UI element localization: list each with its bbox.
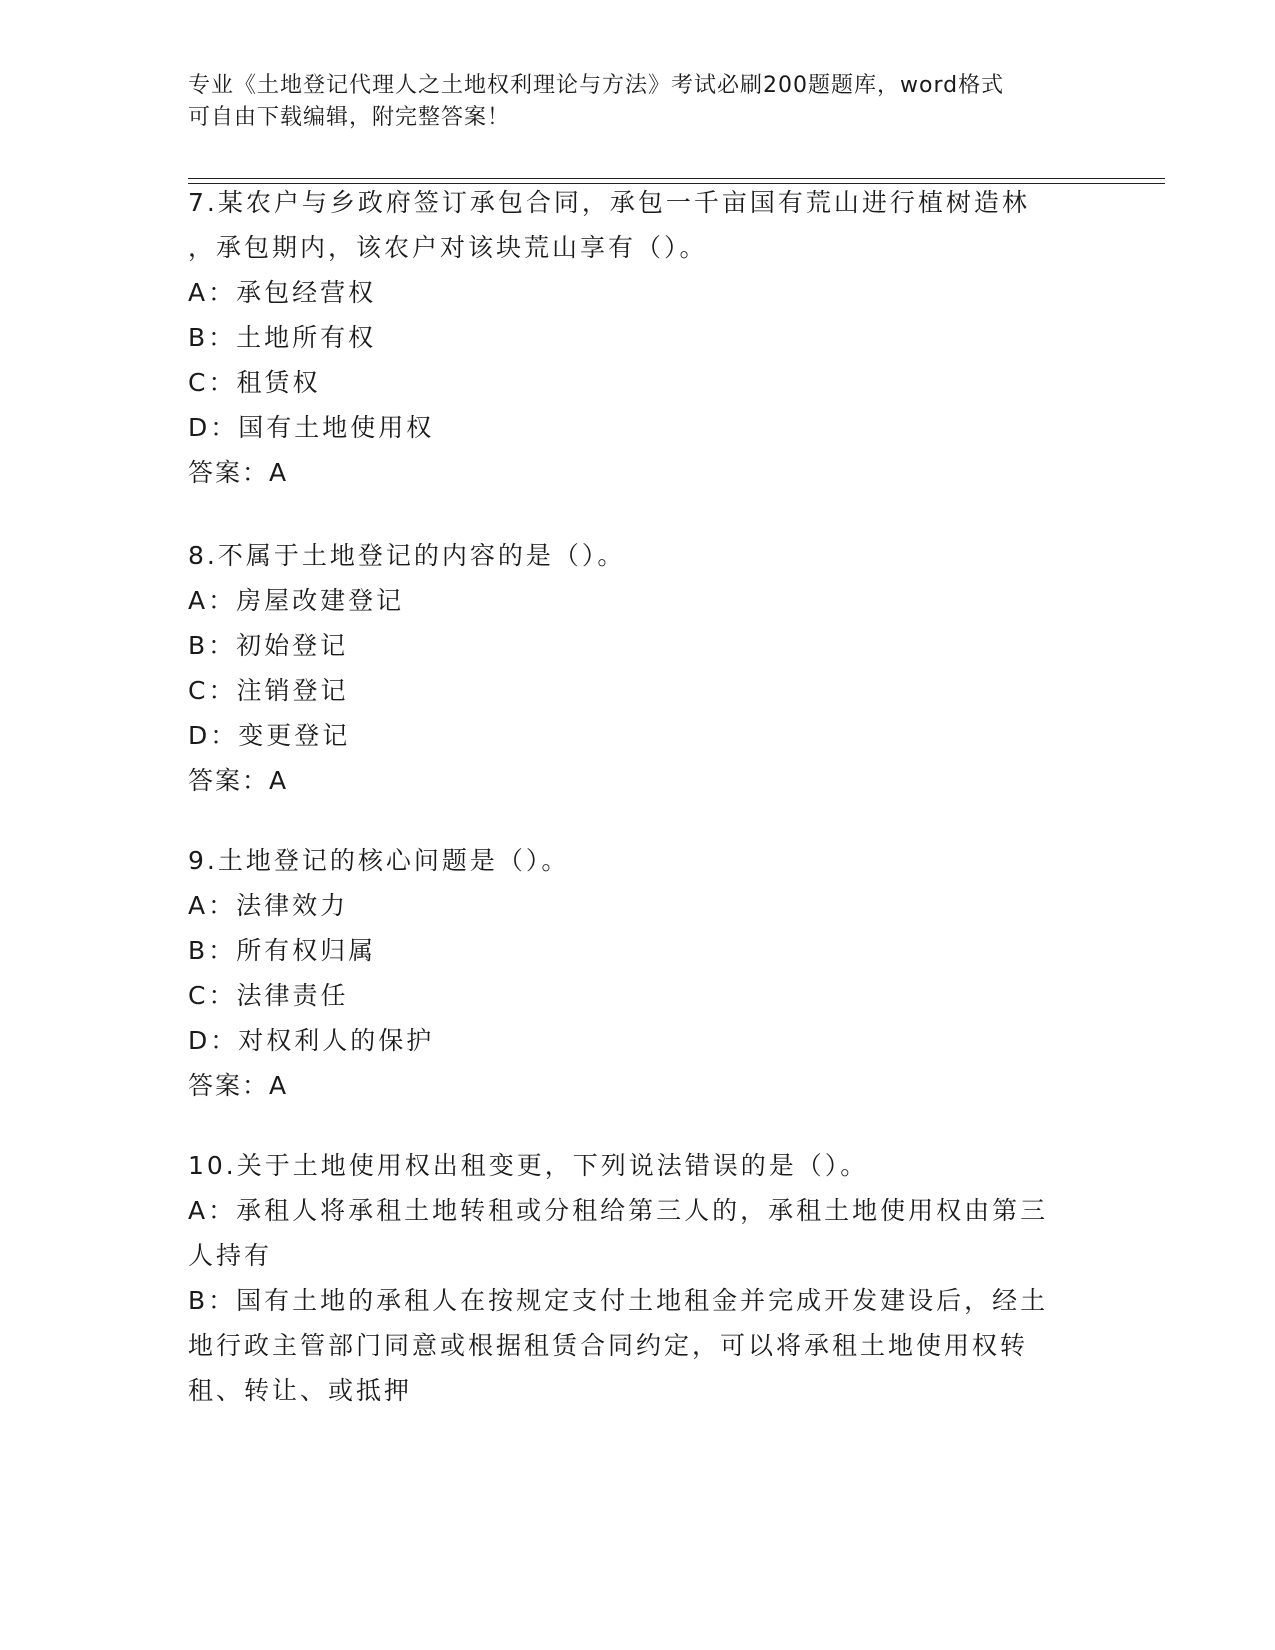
option-d: D：国有土地使用权 <box>188 413 435 442</box>
option-b: B：所有权归属 <box>188 936 377 965</box>
question-9 <box>188 838 1088 1108</box>
option-c: C：注销登记 <box>188 676 349 705</box>
option-a: A：房屋改建登记 <box>188 586 405 615</box>
option-b-continued: 租、转让、或抵押 <box>188 1376 413 1405</box>
question-stem-line: 8.不属于土地登记的内容的是（）。 <box>188 541 626 570</box>
header-line-2: 可自由下载编辑，附完整答案！ <box>188 105 511 130</box>
option-b: B：土地所有权 <box>188 323 377 352</box>
option-d: D：变更登记 <box>188 721 351 750</box>
header-divider-top <box>188 178 1165 179</box>
question-stem-line: 10.关于土地使用权出租变更，下列说法错误的是（）。 <box>188 1151 869 1180</box>
question-stem-line: 9.土地登记的核心问题是（）。 <box>188 846 570 875</box>
question-stem-line: ，承包期内，该农户对该块荒山享有（）。 <box>188 233 708 262</box>
option-c: C：法律责任 <box>188 981 349 1010</box>
option-b: B：国有土地的承租人在按规定支付土地租金并完成开发建设后，经土 <box>188 1286 1049 1315</box>
option-a: A：承包经营权 <box>188 278 377 307</box>
option-a: A：法律效力 <box>188 891 349 920</box>
answer-line: 答案：A <box>188 458 289 487</box>
question-stem-line: 7.某农户与乡政府签订承包合同，承包一千亩国有荒山进行植树造林 <box>188 188 1030 217</box>
option-a-continued: 人持有 <box>188 1241 273 1270</box>
question-10 <box>188 1143 1088 1413</box>
answer-line: 答案：A <box>188 1071 289 1100</box>
document-header <box>188 70 1088 134</box>
answer-line: 答案：A <box>188 766 289 795</box>
question-8 <box>188 533 1088 803</box>
option-c: C：租赁权 <box>188 368 321 397</box>
option-b-continued: 地行政主管部门同意或根据租赁合同约定，可以将承租土地使用权转 <box>188 1331 1029 1360</box>
option-a: A：承租人将承租土地转租或分租给第三人的，承租土地使用权由第三 <box>188 1196 1049 1225</box>
header-line-1: 专业《土地登记代理人之土地权利理论与方法》考试必刷200题题库，word格式 <box>188 73 1005 98</box>
question-7 <box>188 180 1088 495</box>
option-d: D：对权利人的保护 <box>188 1026 435 1055</box>
option-b: B：初始登记 <box>188 631 349 660</box>
